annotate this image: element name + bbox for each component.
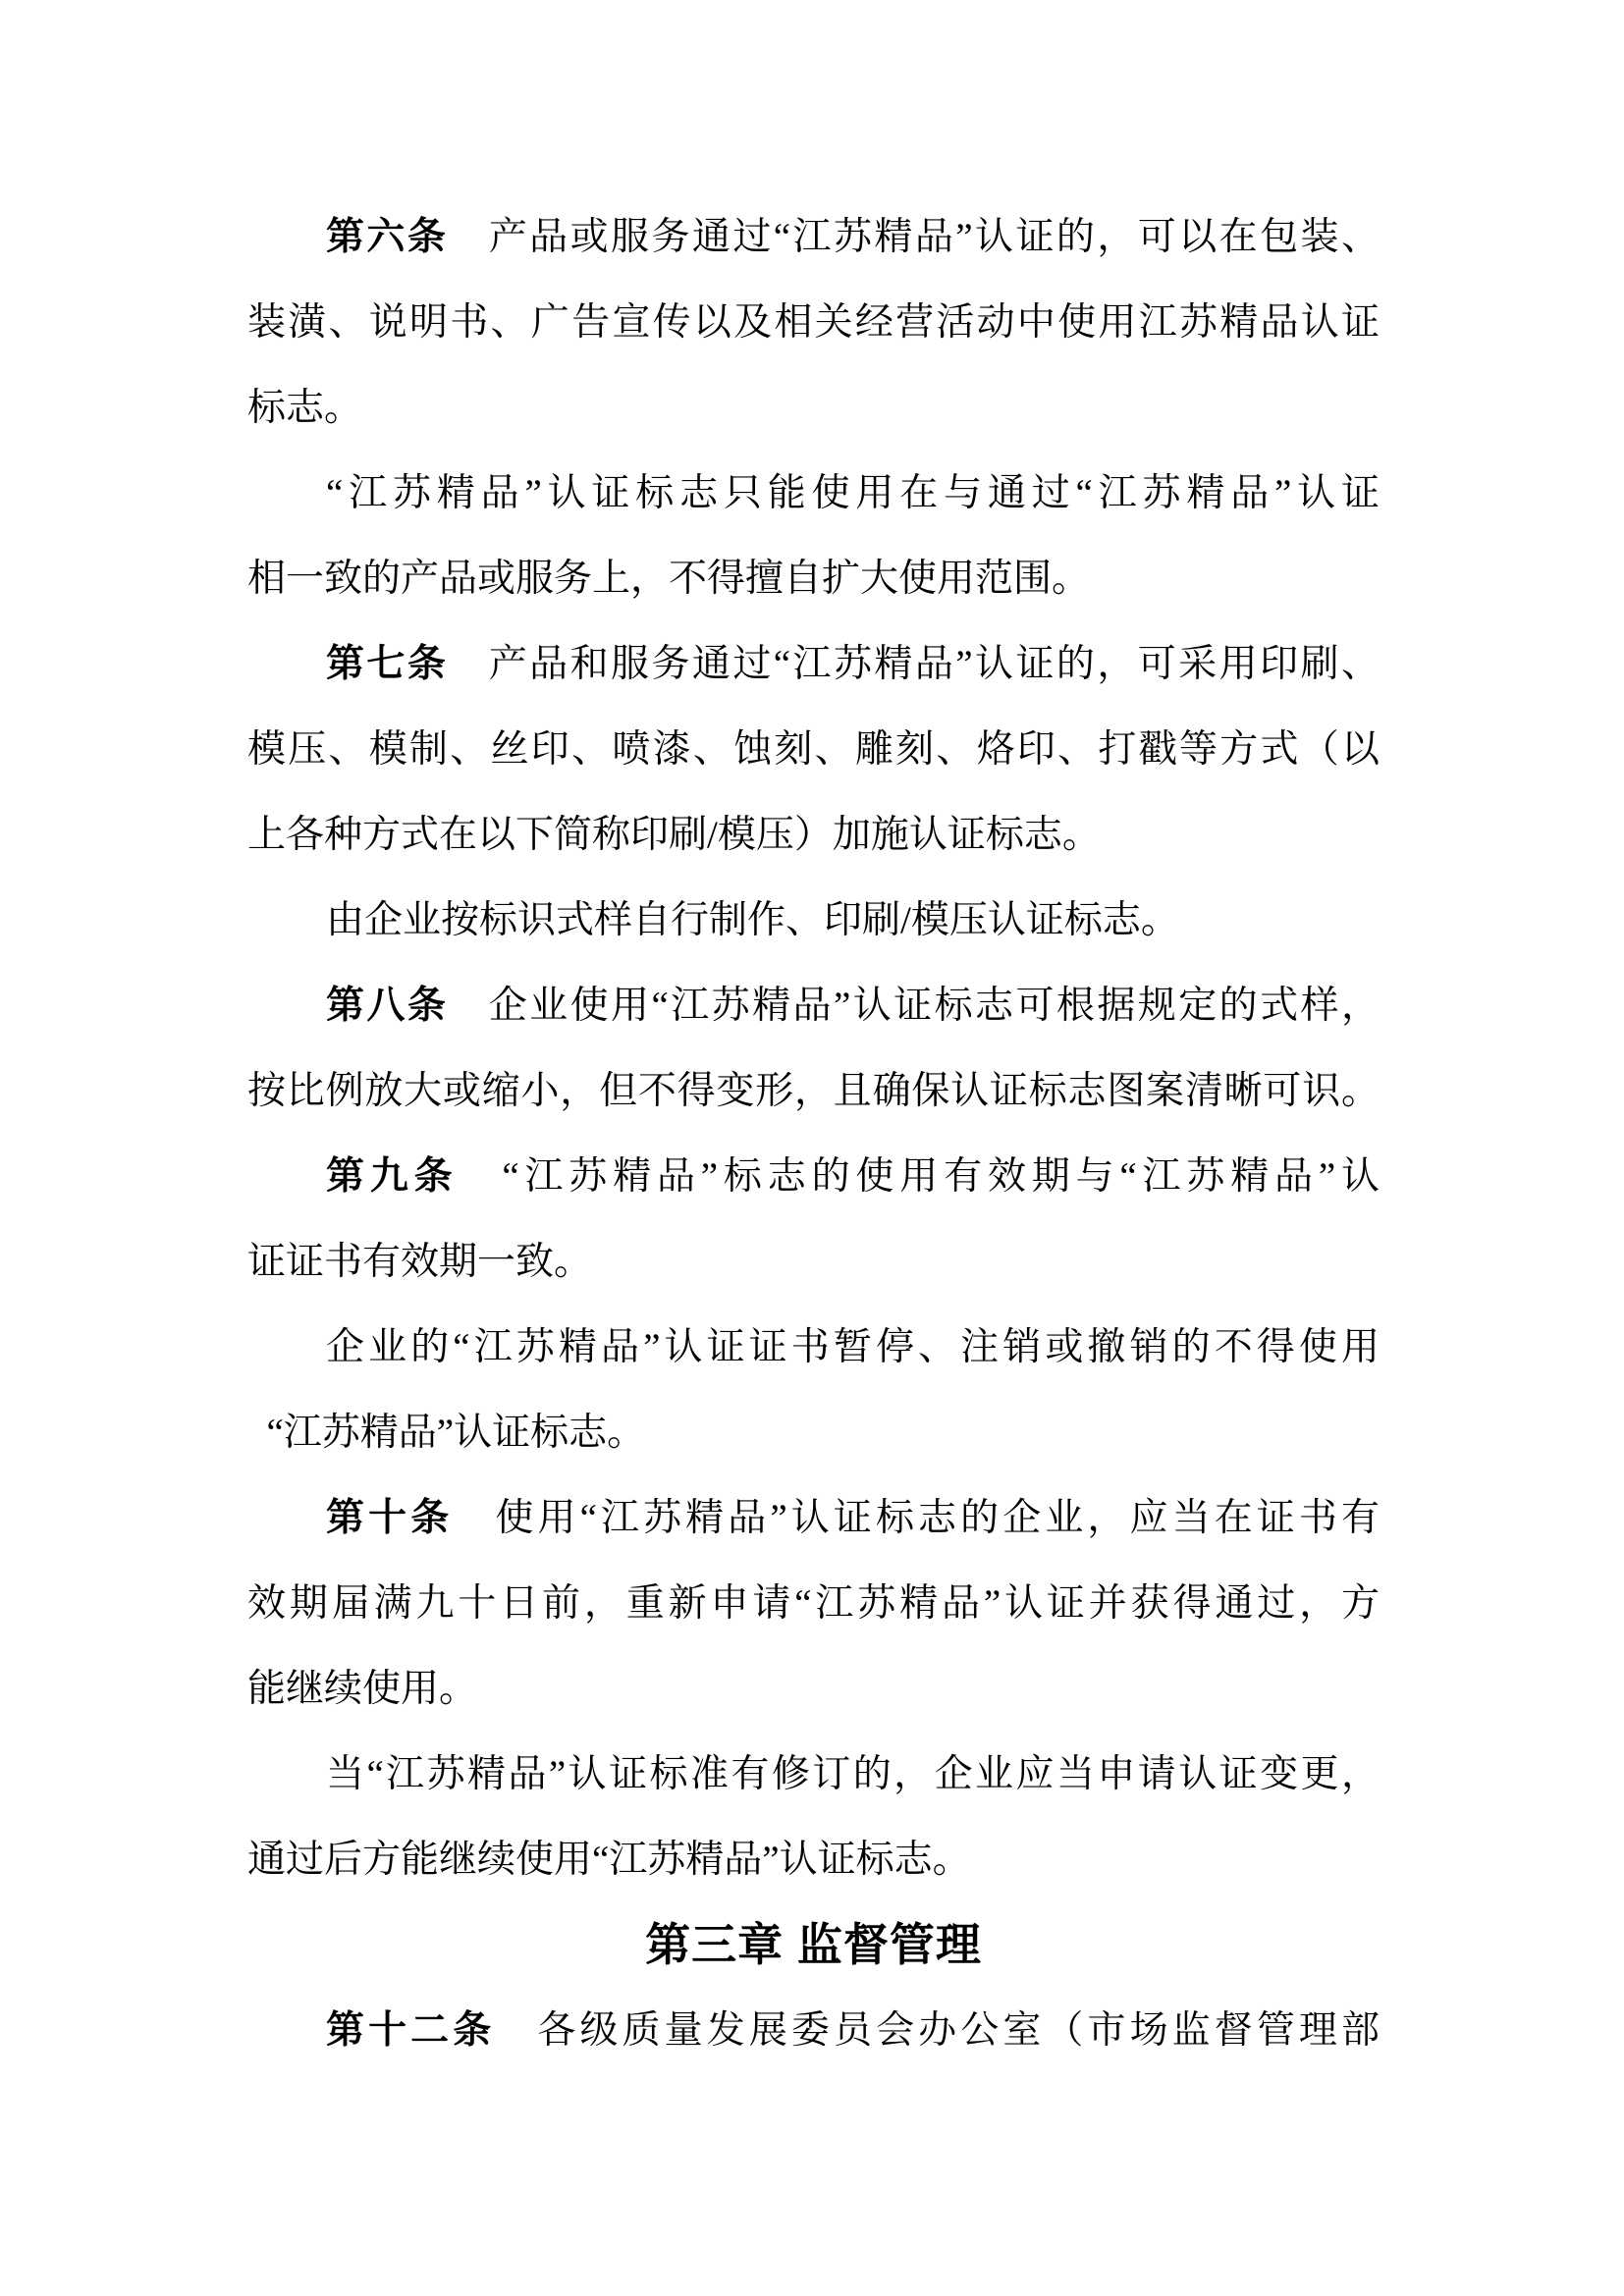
body-text: “江苏精品”认证标志只能使用在与通过“江苏精品”认证 <box>326 472 1380 514</box>
text-line-1 <box>247 194 1380 280</box>
text-line-12 <box>247 1134 1380 1219</box>
text-line-7 <box>247 707 1380 792</box>
body-text: 企业使用“江苏精品”认证标志可根据规定的式样， <box>448 985 1380 1027</box>
body-text: 当“江苏精品”认证标准有修订的，企业应当申请认证变更， <box>326 1753 1380 1795</box>
document-content <box>247 194 1380 2073</box>
body-text: 能继续使用。 <box>247 1668 478 1710</box>
body-text: 上各种方式在以下简称印刷/模压）加施认证标志。 <box>247 814 1101 856</box>
text-line-9 <box>247 878 1380 963</box>
body-text: 通过后方能继续使用“江苏精品”认证标志。 <box>247 1839 971 1881</box>
article-number: 第八条 <box>326 985 449 1027</box>
article-number: 第十条 <box>326 1497 454 1539</box>
body-text: 企业的“江苏精品”认证证书暂停、注销或撤销的不得使用 <box>326 1326 1380 1368</box>
body-text: “江苏精品”标志的使用有效期与“江苏精品”认 <box>458 1155 1380 1198</box>
body-text: 装潢、说明书、广告宣传以及相关经营活动中使用江苏精品认证 <box>247 301 1380 344</box>
article-number: 第九条 <box>326 1155 459 1198</box>
text-line-2 <box>247 280 1380 365</box>
text-line-15 <box>247 1390 1380 1475</box>
chapter-heading <box>247 1902 1380 1988</box>
article-number: 第三章 监督管理 <box>645 1919 982 1970</box>
body-text: 由企业按标识式样自行制作、印刷/模压认证标志。 <box>326 899 1179 941</box>
text-line-8 <box>247 792 1380 878</box>
text-line-13 <box>247 1219 1380 1305</box>
body-text: 产品和服务通过“江苏精品”认证的，可采用印刷、 <box>448 643 1380 685</box>
body-text: “江苏精品”认证标志。 <box>247 1412 646 1454</box>
body-text: 使用“江苏精品”认证标志的企业，应当在证书有 <box>453 1497 1380 1539</box>
text-line-18 <box>247 1646 1380 1732</box>
body-text: 各级质量发展委员会办公室（市场监督管理部 <box>495 2009 1380 2052</box>
text-line-4 <box>247 451 1380 536</box>
text-line-3 <box>247 365 1380 451</box>
body-text: 相一致的产品或服务上，不得擅自扩大使用范围。 <box>247 558 1091 600</box>
body-text: 产品或服务通过“江苏精品”认证的，可以在包装、 <box>448 216 1380 258</box>
text-line-6 <box>247 621 1380 707</box>
text-line-14 <box>247 1305 1380 1390</box>
body-text: 证证书有效期一致。 <box>247 1241 593 1283</box>
text-line-19 <box>247 1732 1380 1817</box>
body-text: 标志。 <box>247 387 363 429</box>
text-line-10 <box>247 963 1380 1048</box>
article-number: 第六条 <box>326 216 449 258</box>
text-line-22 <box>247 1988 1380 2073</box>
text-line-16 <box>247 1475 1380 1561</box>
text-line-20 <box>247 1817 1380 1902</box>
body-text: 模压、模制、丝印、喷漆、蚀刻、雕刻、烙印、打戳等方式（以 <box>247 728 1380 771</box>
text-line-11 <box>247 1048 1380 1134</box>
body-text: 效期届满九十日前，重新申请“江苏精品”认证并获得通过，方 <box>247 1582 1380 1625</box>
article-number: 第十二条 <box>326 2009 496 2052</box>
text-line-5 <box>247 536 1380 621</box>
article-number: 第七条 <box>326 643 449 685</box>
text-line-17 <box>247 1561 1380 1646</box>
body-text: 按比例放大或缩小，但不得变形，且确保认证标志图案清晰可识。 <box>247 1070 1380 1112</box>
